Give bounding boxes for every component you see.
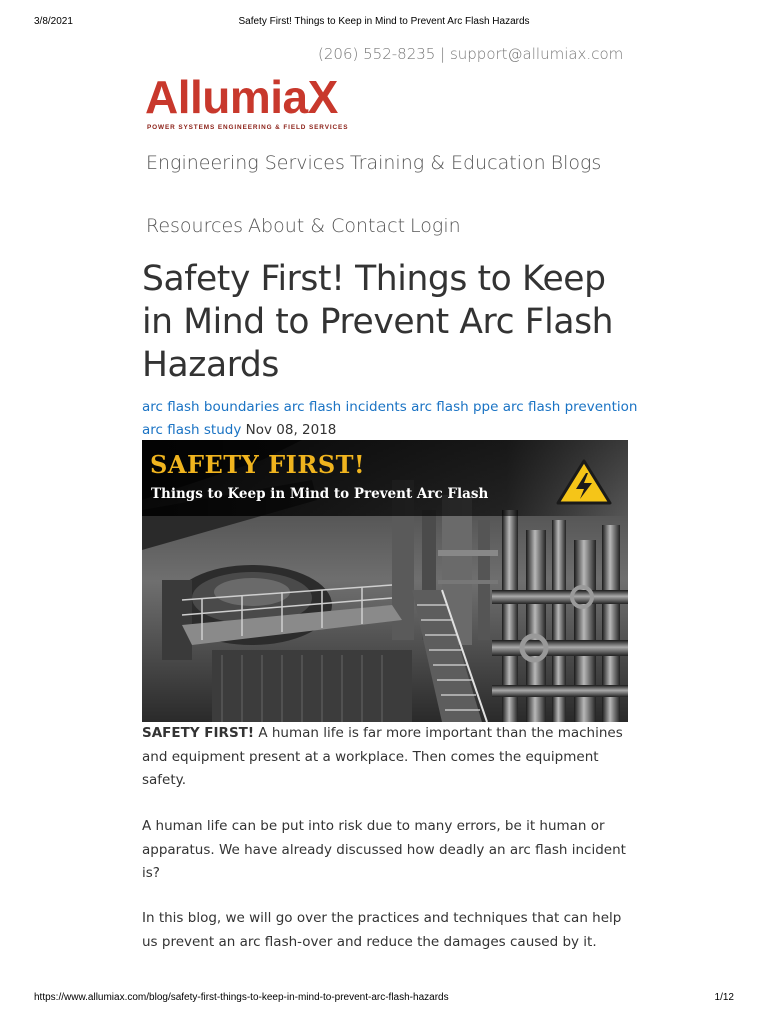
contact-bar (318, 45, 623, 63)
main-nav-row-1 (146, 152, 601, 174)
tag-link[interactable]: arc flash prevention (502, 399, 638, 415)
print-footer (0, 992, 768, 1006)
nav-login[interactable]: Login (410, 215, 461, 237)
logo-tagline: POWER SYSTEMS ENGINEERING & FIELD SERVICES (147, 124, 349, 131)
tag-link[interactable]: arc flash incidents (283, 399, 407, 415)
print-header (0, 16, 768, 30)
article-meta (142, 396, 642, 441)
email-link[interactable]: support@allumiax.com (449, 45, 624, 63)
article-paragraph (142, 722, 632, 793)
high-voltage-warning-icon (556, 459, 612, 505)
nav-about-contact[interactable]: About & Contact (248, 215, 406, 237)
paragraph-lead: SAFETY FIRST! (142, 725, 255, 741)
paragraph-text: A human life is far more important than the machines and equipment present at a workplace. Then comes the equipment safety. (142, 725, 623, 788)
tag-link[interactable]: arc flash boundaries (142, 399, 280, 415)
nav-resources[interactable]: Resources (146, 215, 244, 237)
site-logo[interactable] (145, 70, 385, 136)
nav-engineering-services[interactable]: Engineering Services (146, 152, 345, 174)
nav-training-education[interactable]: Training & Education (349, 152, 546, 174)
print-doc-title: Safety First! Things to Keep in Mind to Prevent Arc Flash Hazards (238, 16, 530, 27)
main-nav-row-2 (146, 215, 461, 237)
article-paragraph: A human life can be put into risk due to many errors, be it human or apparatus. We have already discussed how deadly an arc flash incident is? (142, 818, 626, 881)
nav-blogs[interactable]: Blogs (550, 152, 602, 174)
contact-separator: | (440, 45, 446, 63)
hero-title: SAFETY FIRST! (150, 450, 366, 479)
hero-subtitle: Things to Keep in Mind to Prevent Arc Flash (151, 486, 489, 502)
logo-word: Allumia (145, 71, 308, 123)
phone-link[interactable]: (206) 552-8235 (318, 45, 436, 63)
logo-x-letter: X (307, 71, 338, 123)
article-title: Safety First! Things to Keep in Mind to Prevent Arc Flash Hazards (142, 259, 614, 385)
article-paragraph: In this blog, we will go over the practices and techniques that can help us prevent an arc flash-over and reduce the damages caused by it. (142, 910, 622, 950)
tag-link[interactable]: arc flash ppe (411, 399, 499, 415)
hero-image (142, 440, 628, 722)
print-url: https://www.allumiax.com/blog/safety-first-things-to-keep-in-mind-to-prevent-arc-flash-hazards (34, 992, 449, 1003)
logo-wordmark (145, 70, 338, 124)
print-page-number: 1/12 (714, 992, 734, 1003)
tag-link[interactable]: arc flash study (142, 421, 242, 438)
print-date: 3/8/2021 (34, 16, 73, 27)
article-date: Nov 08, 2018 (245, 421, 337, 438)
